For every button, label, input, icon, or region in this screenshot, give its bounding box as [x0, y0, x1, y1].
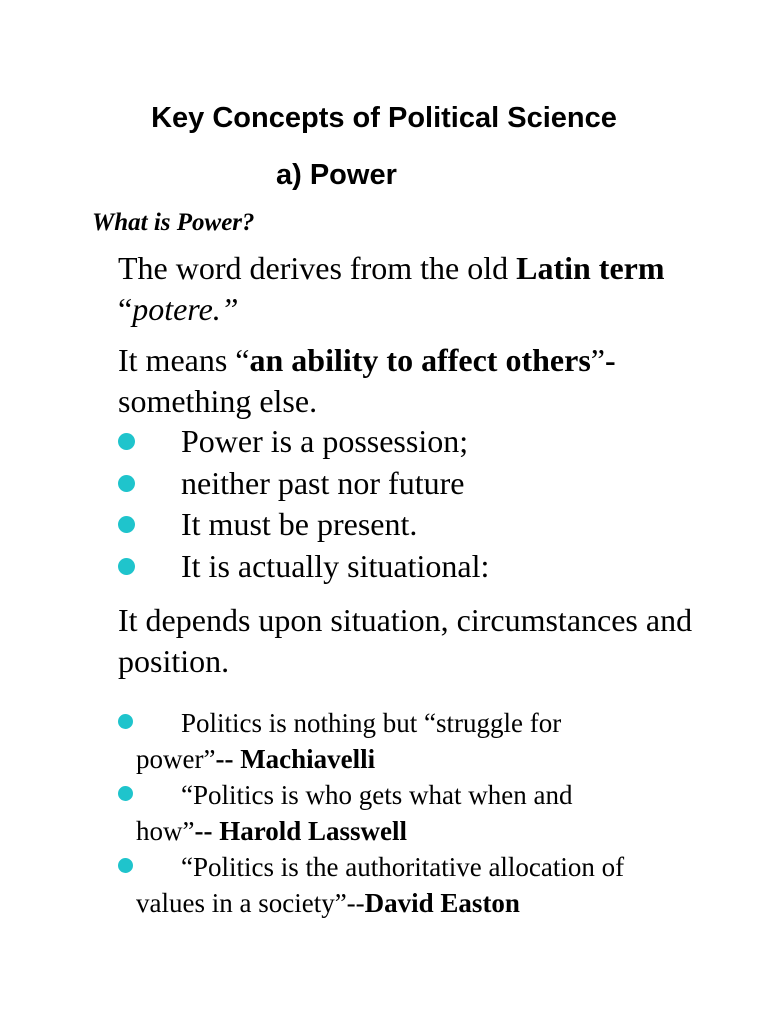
text-run: “ — [118, 291, 133, 327]
bold-term: Latin term — [516, 250, 665, 286]
bullet-dot-icon — [118, 786, 133, 801]
text-run: - — [604, 342, 616, 378]
bullet-dot-icon — [118, 433, 135, 450]
quote-attribution-line — [118, 813, 738, 849]
quote-text: values in a society”-- — [136, 888, 365, 918]
text-run: .” — [212, 291, 239, 327]
quote-item — [118, 705, 738, 777]
quotes-list — [118, 705, 738, 921]
quote-attribution-line — [118, 741, 738, 777]
page-title: Key Concepts of Political Science — [151, 102, 617, 134]
bold-definition: an ability to affect others — [249, 342, 591, 378]
text-run: It means “ — [118, 342, 250, 378]
bullet-dot-icon — [118, 858, 133, 873]
quote-author: David Easton — [364, 888, 520, 918]
quote-text: how” — [136, 816, 195, 846]
paragraph-situation: It depends upon situation, circumstances and position. — [118, 602, 693, 679]
bullet-dot-icon — [118, 475, 135, 492]
quote-author: -- Machiavelli — [215, 744, 376, 774]
list-item — [118, 546, 489, 588]
section-heading: a) Power — [276, 159, 397, 191]
bullet-dot-icon — [118, 516, 135, 533]
paragraph-definition — [118, 340, 738, 422]
list-item — [118, 463, 489, 505]
list-item-text: It must be present. — [181, 506, 418, 542]
list-item — [118, 504, 489, 546]
text-run: something else. — [118, 383, 318, 419]
bullet-dot-icon — [118, 714, 133, 729]
quote-item — [118, 777, 738, 849]
list-item — [118, 421, 489, 463]
list-item-text: It is actually situational: — [181, 547, 490, 584]
paragraph-etymology — [118, 248, 738, 330]
quote-text: “Politics is who gets what when and — [181, 780, 573, 810]
power-bullet-list — [118, 421, 489, 587]
text-run: The word derives from the old — [118, 250, 517, 286]
quote-item — [118, 849, 738, 921]
list-item-text: neither past nor future — [181, 464, 465, 501]
text-run: ” — [590, 342, 605, 378]
quote-author: -- Harold Lasswell — [194, 816, 407, 846]
quote-text: “Politics is the authoritative allocation of — [181, 852, 625, 882]
quote-attribution-line — [118, 885, 738, 921]
bullet-dot-icon — [118, 558, 135, 575]
quote-text: power” — [136, 744, 216, 774]
question-heading: What is Power? — [92, 209, 255, 236]
italic-term: potere — [132, 291, 213, 327]
list-item-text: Power is a possession; — [181, 423, 469, 459]
quote-text: Politics is nothing but “struggle for — [181, 708, 562, 738]
